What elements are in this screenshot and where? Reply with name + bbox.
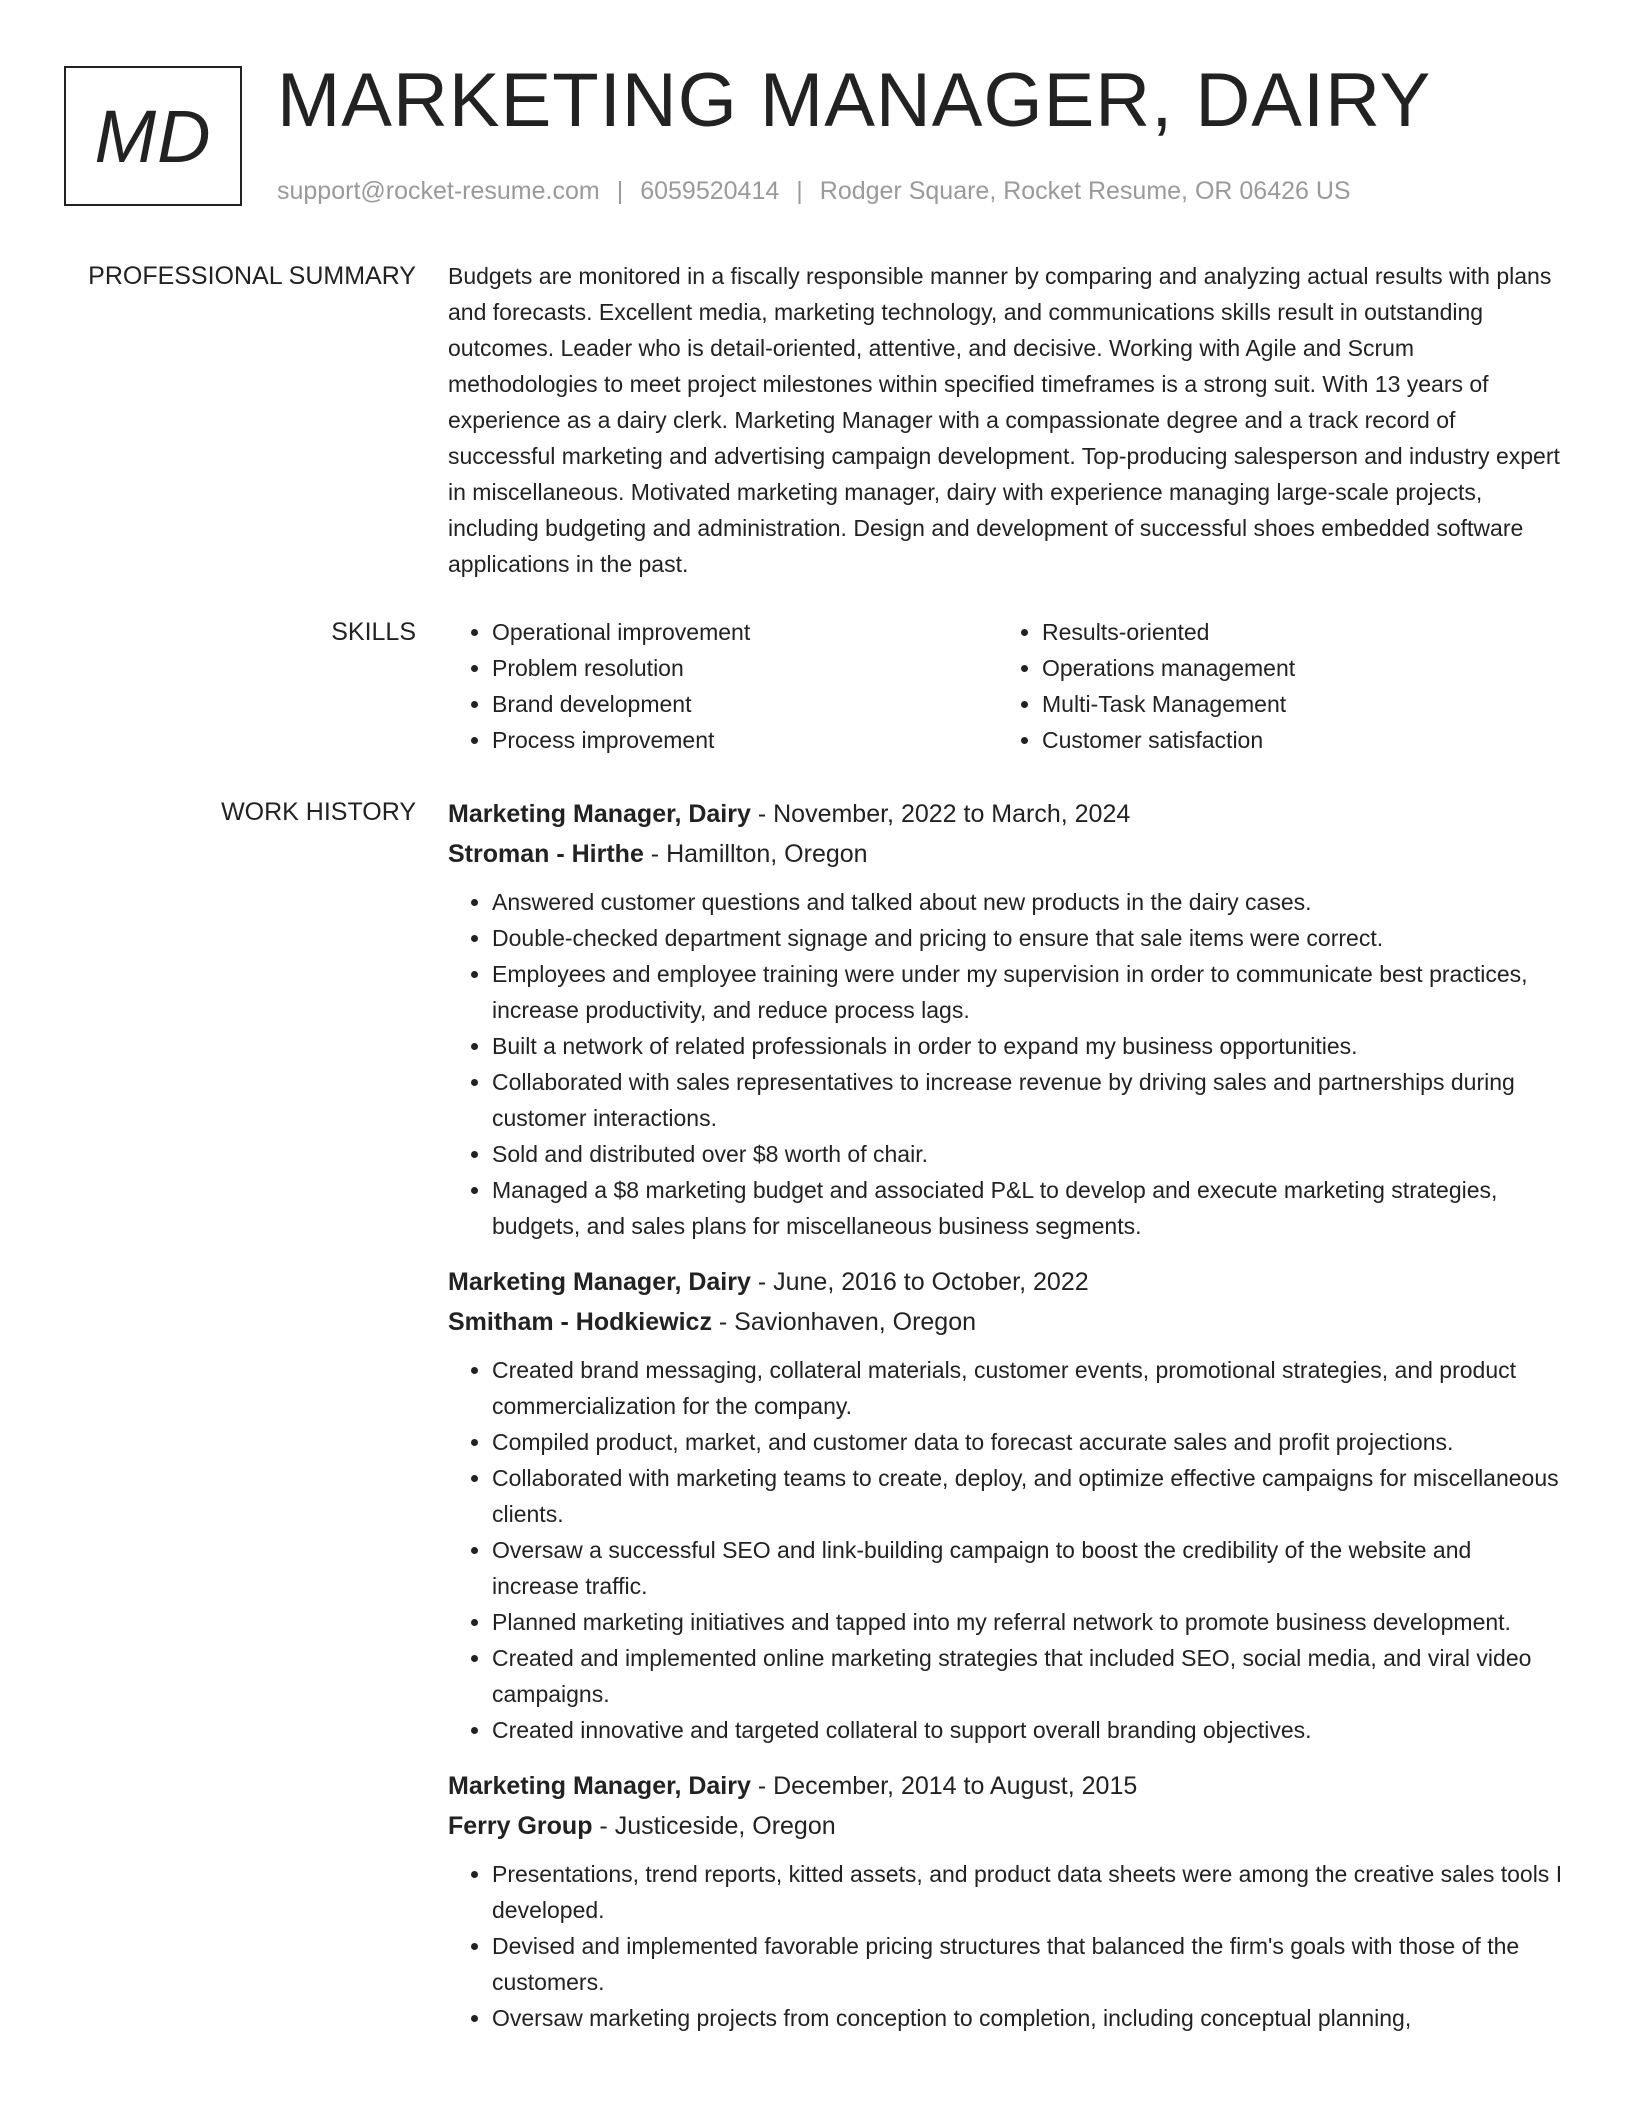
contact-line: [277, 176, 1351, 206]
job-company: Stroman - Hirthe: [448, 840, 644, 868]
job-company-line: [448, 1806, 1564, 1846]
contact-address: Rodger Square, Rocket Resume, OR 06426 US: [819, 177, 1351, 205]
job-entry: [448, 1262, 1564, 1748]
summary-body: [448, 258, 1564, 582]
job-bullet: • Created brand messaging, collateral materials, customer events, promotional strategies, and product commercialization for the company.: [492, 1352, 1564, 1424]
job-entry: [448, 794, 1564, 1244]
job-title: Marketing Manager, Dairy: [448, 1772, 751, 1800]
job-title-line: [448, 1766, 1564, 1806]
resume-title: MARKETING MANAGER, DAIRY: [277, 58, 1432, 143]
job-bullets: [448, 884, 1564, 1244]
skill-item: • Customer satisfaction: [1042, 722, 1548, 758]
job-bullet: • Managed a $8 marketing budget and associated P&L to develop and execute marketing strategies, budgets, and sales plans for miscellaneous business segments.: [492, 1172, 1564, 1244]
job-bullets: [448, 1352, 1564, 1748]
skills-heading: SKILLS: [331, 618, 416, 646]
skills-list-right: [998, 614, 1548, 758]
work-history-heading: WORK HISTORY: [221, 798, 416, 826]
skill-item: • Problem resolution: [492, 650, 998, 686]
work-history-body: [448, 794, 1564, 2054]
job-bullet: • Presentations, trend reports, kitted assets, and product data sheets were among the creative sales tools I developed.: [492, 1856, 1564, 1928]
job-bullet: • Created innovative and targeted collateral to support overall branding objectives.: [492, 1712, 1564, 1748]
job-bullet: • Compiled product, market, and customer data to forecast accurate sales and profit projections.: [492, 1424, 1564, 1460]
job-dates: - November, 2022 to March, 2024: [750, 800, 1131, 828]
job-company: Ferry Group: [448, 1812, 593, 1840]
job-location: - Justiceside, Oregon: [592, 1812, 836, 1840]
job-location: - Hamillton, Oregon: [643, 840, 868, 868]
job-bullet: • Oversaw a successful SEO and link-building campaign to boost the credibility of the website and increase traffic.: [492, 1532, 1564, 1604]
contact-separator: |: [616, 177, 624, 205]
summary-heading: PROFESSIONAL SUMMARY: [88, 262, 416, 290]
job-dates: - June, 2016 to October, 2022: [750, 1268, 1089, 1296]
skill-item: • Results-oriented: [1042, 614, 1548, 650]
skill-item: • Multi-Task Management: [1042, 686, 1548, 722]
job-bullet: • Planned marketing initiatives and tapped into my referral network to promote business development.: [492, 1604, 1564, 1640]
skill-item: • Process improvement: [492, 722, 998, 758]
monogram-badge: [64, 66, 242, 206]
skill-item: • Operational improvement: [492, 614, 998, 650]
job-bullet: • Oversaw marketing projects from conception to completion, including conceptual planning,: [492, 2000, 1564, 2036]
job-title-line: [448, 794, 1564, 834]
skill-item: • Brand development: [492, 686, 998, 722]
job-title: Marketing Manager, Dairy: [448, 1268, 751, 1296]
job-bullet: • Collaborated with marketing teams to create, deploy, and optimize effective campaigns for miscellaneous clients.: [492, 1460, 1564, 1532]
job-company: Smitham - Hodkiewicz: [448, 1308, 712, 1336]
job-bullet: • Employees and employee training were under my supervision in order to communicate best practices, increase productivity, and reduce process lags.: [492, 956, 1564, 1028]
contact-email: support@rocket-resume.com: [277, 177, 600, 205]
monogram-initials: MD: [94, 94, 212, 178]
job-title-line: [448, 1262, 1564, 1302]
job-bullets: [448, 1856, 1564, 2036]
job-title: Marketing Manager, Dairy: [448, 800, 751, 828]
job-bullet: • Collaborated with sales representatives to increase revenue by driving sales and partnerships during customer interactions.: [492, 1064, 1564, 1136]
job-company-line: [448, 1302, 1564, 1342]
job-bullet: • Sold and distributed over $8 worth of chair.: [492, 1136, 1564, 1172]
job-entry: [448, 1766, 1564, 2036]
job-bullet: • Built a network of related professionals in order to expand my business opportunities.: [492, 1028, 1564, 1064]
job-bullet: • Devised and implemented favorable pricing structures that balanced the firm's goals with those of the customers.: [492, 1928, 1564, 2000]
contact-phone: 6059520414: [640, 177, 780, 205]
skills-list-left: [448, 614, 998, 758]
job-location: - Savionhaven, Oregon: [711, 1308, 977, 1336]
job-company-line: [448, 834, 1564, 874]
job-dates: - December, 2014 to August, 2015: [750, 1772, 1138, 1800]
skill-item: • Operations management: [1042, 650, 1548, 686]
job-bullet: • Double-checked department signage and pricing to ensure that sale items were correct.: [492, 920, 1564, 956]
skills-grid: [448, 614, 1564, 758]
job-bullet: • Answered customer questions and talked about new products in the dairy cases.: [492, 884, 1564, 920]
contact-separator: |: [796, 177, 803, 205]
job-bullet: • Created and implemented online marketing strategies that included SEO, social media, and viral video campaigns.: [492, 1640, 1564, 1712]
summary-text: Budgets are monitored in a fiscally responsible manner by comparing and analyzing actual results with plans and forecasts. Excellent media, marketing technology, and communications skills result in outstanding outcomes. Leader who is detail-oriented, attentive, and decisive. Working with Agile and Scrum methodologies to meet project milestones within specified timeframes is a strong suit. With 13 years of experience as a dairy clerk. Marketing Manager with a compassionate degree and a track record of successful marketing and advertising campaign development. Top-producing salesperson and industry expert in miscellaneous. Motivated marketing manager, dairy with experience managing large-scale projects, including budgeting and administration. Design and development of successful shoes embedded software applications in the past.: [448, 263, 1560, 577]
